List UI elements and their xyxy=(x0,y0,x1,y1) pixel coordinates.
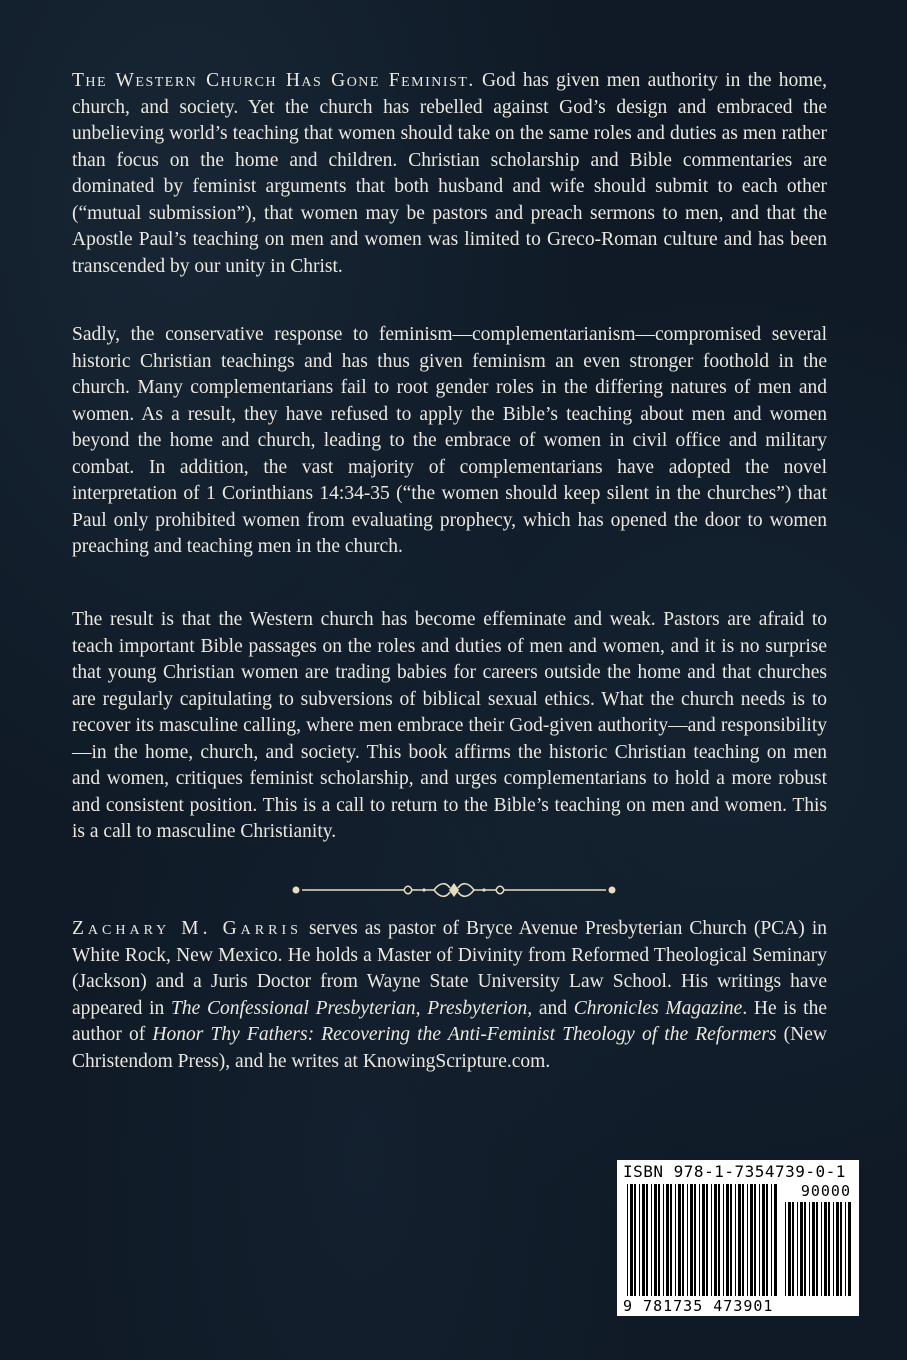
isbn-label: ISBN 978-1-7354739-0-1 xyxy=(623,1162,846,1181)
ean-bars-icon xyxy=(627,1184,777,1296)
ornament-divider-icon xyxy=(284,878,624,902)
description-paragraph-1 xyxy=(72,68,827,280)
bio-text-1: serves as pastor of Bryce Avenue Presbyterian Church (PCA) in White Rock, New Mexico. He holds a Master of Divinity from Reformed Theological Seminary (Jackson) and a Juris Doctor from Wayne State University Law School. His writings have appeared in xyxy=(72,918,827,1019)
price-addon-number: 90000 xyxy=(800,1182,851,1200)
description-paragraph-2 xyxy=(72,322,827,561)
author-name: Zachary M. Garris xyxy=(72,918,302,939)
paragraph-2-text: Sadly, the conservative response to feminism—complementarianism—compromised several historic Christian teachings and has thus given feminism an even stronger foothold in the church. Many complementarians fail to root gender roles in the differing natures of men and women. As a result, they have refused to apply the Bible’s teaching about men and women beyond the home and church, leading to the embrace of women in civil office and military combat. In addition, the vast majority of complementarians have adopted the novel interpretation of 1 Corinthians 14:34-35 (“the women should keep silent in the churches”) that Paul only prohibited women from evaluating prophecy, which has opened the door to women preaching and teaching men in the church. xyxy=(72,324,827,557)
publication-1: The Confessional Presbyterian xyxy=(171,997,416,1019)
book-title: Honor Thy Fathers: Recovering the Anti-Feminist Theology of the Reformers xyxy=(152,1024,777,1045)
author-bio xyxy=(72,916,827,1075)
bio-text-2: . He is the author of xyxy=(72,997,827,1045)
bio-text-3: (New Christendom Press), and he writes at KnowingScripture.com. xyxy=(72,1024,827,1072)
publication-2: Presbyterion, xyxy=(427,997,533,1019)
ean-number: 9 781735 473901 xyxy=(623,1297,774,1315)
addon-bars-icon xyxy=(785,1202,851,1296)
bio-sep-1: , xyxy=(415,997,428,1019)
publication-3: Chronicles Magazine xyxy=(573,997,743,1019)
isbn-barcode xyxy=(617,1160,859,1316)
bio-sep-2: and xyxy=(532,997,574,1019)
lead-phrase: The Western Church Has Gone Feminist. xyxy=(72,70,475,91)
paragraph-1-text: God has given men authority in the home, church, and society. Yet the church has rebelled against God’s design and embraced the unbelieving world’s teaching that women should take on the same roles and duties as men rather than focus on the home and children. Christian scholarship and Bible commentaries are dominated by feminist arguments that both husband and wife should submit to each other (“mutual submission”), that women may be pastors and preach sermons to men, and that the Apostle Paul’s teaching on men and women was limited to Greco-Roman culture and has been transcended by our unity in Christ. xyxy=(72,70,827,277)
paragraph-3-text: The result is that the Western church has become effeminate and weak. Pastors are afraid to teach important Bible passages on the roles and duties of men and women, and it is no surprise that young Christian women are trading babies for careers outside the home and that churches are regularly capitulating to subversions of biblical sexual ethics. What the church needs is to recover its masculine calling, where men embrace their God-given authority—and responsibility—in the home, church, and society. This book affirms the historic Christian teaching on men and women, critiques feminist scholarship, and urges complementarians to hold a more robust and consistent position. This is a call to return to the Bible’s teaching on men and women. This is a call to masculine Christianity. xyxy=(72,609,827,842)
description-paragraph-3 xyxy=(72,607,827,846)
